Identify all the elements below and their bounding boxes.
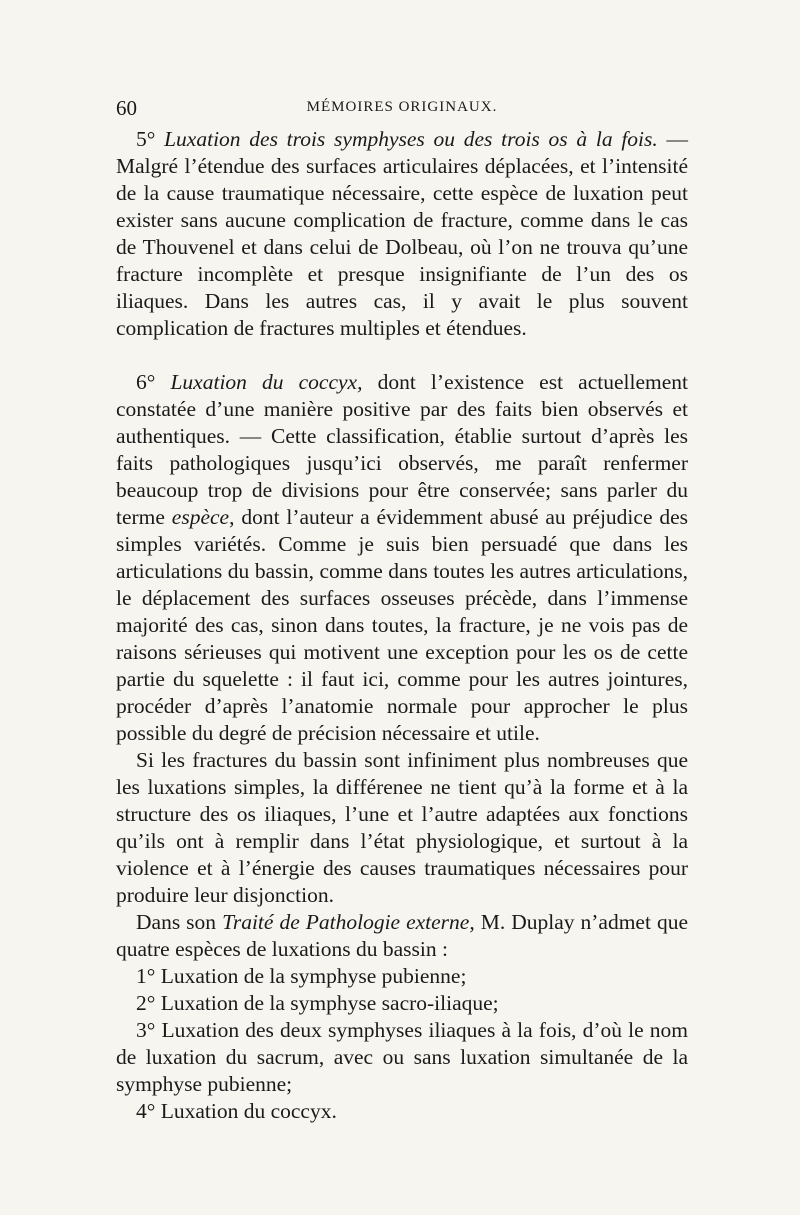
book-title: Traité de Pathologie externe, [222,910,475,934]
list-item: 3° Luxation des deux symphyses iliaques à la fois, d’où le nom de luxation du sacrum, avec ou sans luxation simultanée de la symphyse pubienne; [116,1018,688,1096]
paragraph-luxation-coccyx [116,369,688,747]
body-text [116,126,688,1125]
paragraph-text: M. Duplay n’admet que quatre espèces de luxations du bassin : [116,910,688,961]
italic-term: espèce [171,505,230,529]
list-item: 2° Luxation de la symphyse sacro-iliaque; [136,991,499,1015]
running-head-title: MÉMOIRES ORIGINAUX. [306,99,498,115]
list-item: 1° Luxation de la symphyse pubienne; [136,964,467,988]
paragraph-duplay [116,909,688,963]
running-head [116,96,688,124]
paragraph-text: Si les fractures du bassin sont infiniment plus nombreuses que les luxations simples, la différenee ne tient qu’à la forme et à la structure des os iliaques, l’une et l’autre adaptées aux fonctions qu’ils ont à remplir dans l’état physiologique, et surtout à la violence et à l’énergie des causes traumatiques nécessaires pour produire leur disjonction. [116,748,688,907]
paragraph-fractures [116,747,688,909]
paragraph-text: Dans son [136,910,223,934]
paragraph-text: — Malgré l’étendue des surfaces articulaires déplacées, et l’intensité de la cause traumatique nécessaire, cette espèce de luxation peut exister sans aucune complication de fracture, comme dans le cas de Thouvenel et dans celui de Dolbeau, où l’on ne trouva qu’une fracture incomplète et presque insignifiante de l’un des os iliaques. Dans les autres cas, il y avait le plus souvent complication de fractures multiples et étendues. [116,127,688,340]
section-heading: Luxation du coccyx, [170,370,363,394]
paragraph-luxation-three-symphyses [116,126,688,342]
page-number: 60 [116,96,137,120]
paragraph-text: , dont l’auteur a évidemment abusé au préjudice des simples variétés. Comme je suis bien persuadé que dans les articulations du bassin, comme dans toutes les autres articulations, le déplacement des surfaces osseuses précède, dans l’immense majorité des cas, sinon dans toutes, la fracture, je ne vois pas de raisons sérieuses qui motivent une exception pour les os de cette partie du squelette : il faut ici, comme pour les autres jointures, procéder d’après l’anatomie normale pour approcher le plus possible du degré de précision nécessaire et utile. [116,505,688,745]
list-item: 4° Luxation du coccyx. [136,1099,337,1123]
paragraph-text: dont l’existence est actuellement constatée d’une manière positive par des faits bien observés et authentiques. — Cette classification, établie surtout d’après les faits pathologiques jusqu’ici observés, me paraît renfermer beaucoup trop de divisions pour être conservée; sans parler du terme [116,370,688,529]
item-number: 5° [136,127,165,151]
section-heading: Luxation des trois symphyses ou des trois os à la fois. [164,127,658,151]
item-number: 6° [136,370,171,394]
